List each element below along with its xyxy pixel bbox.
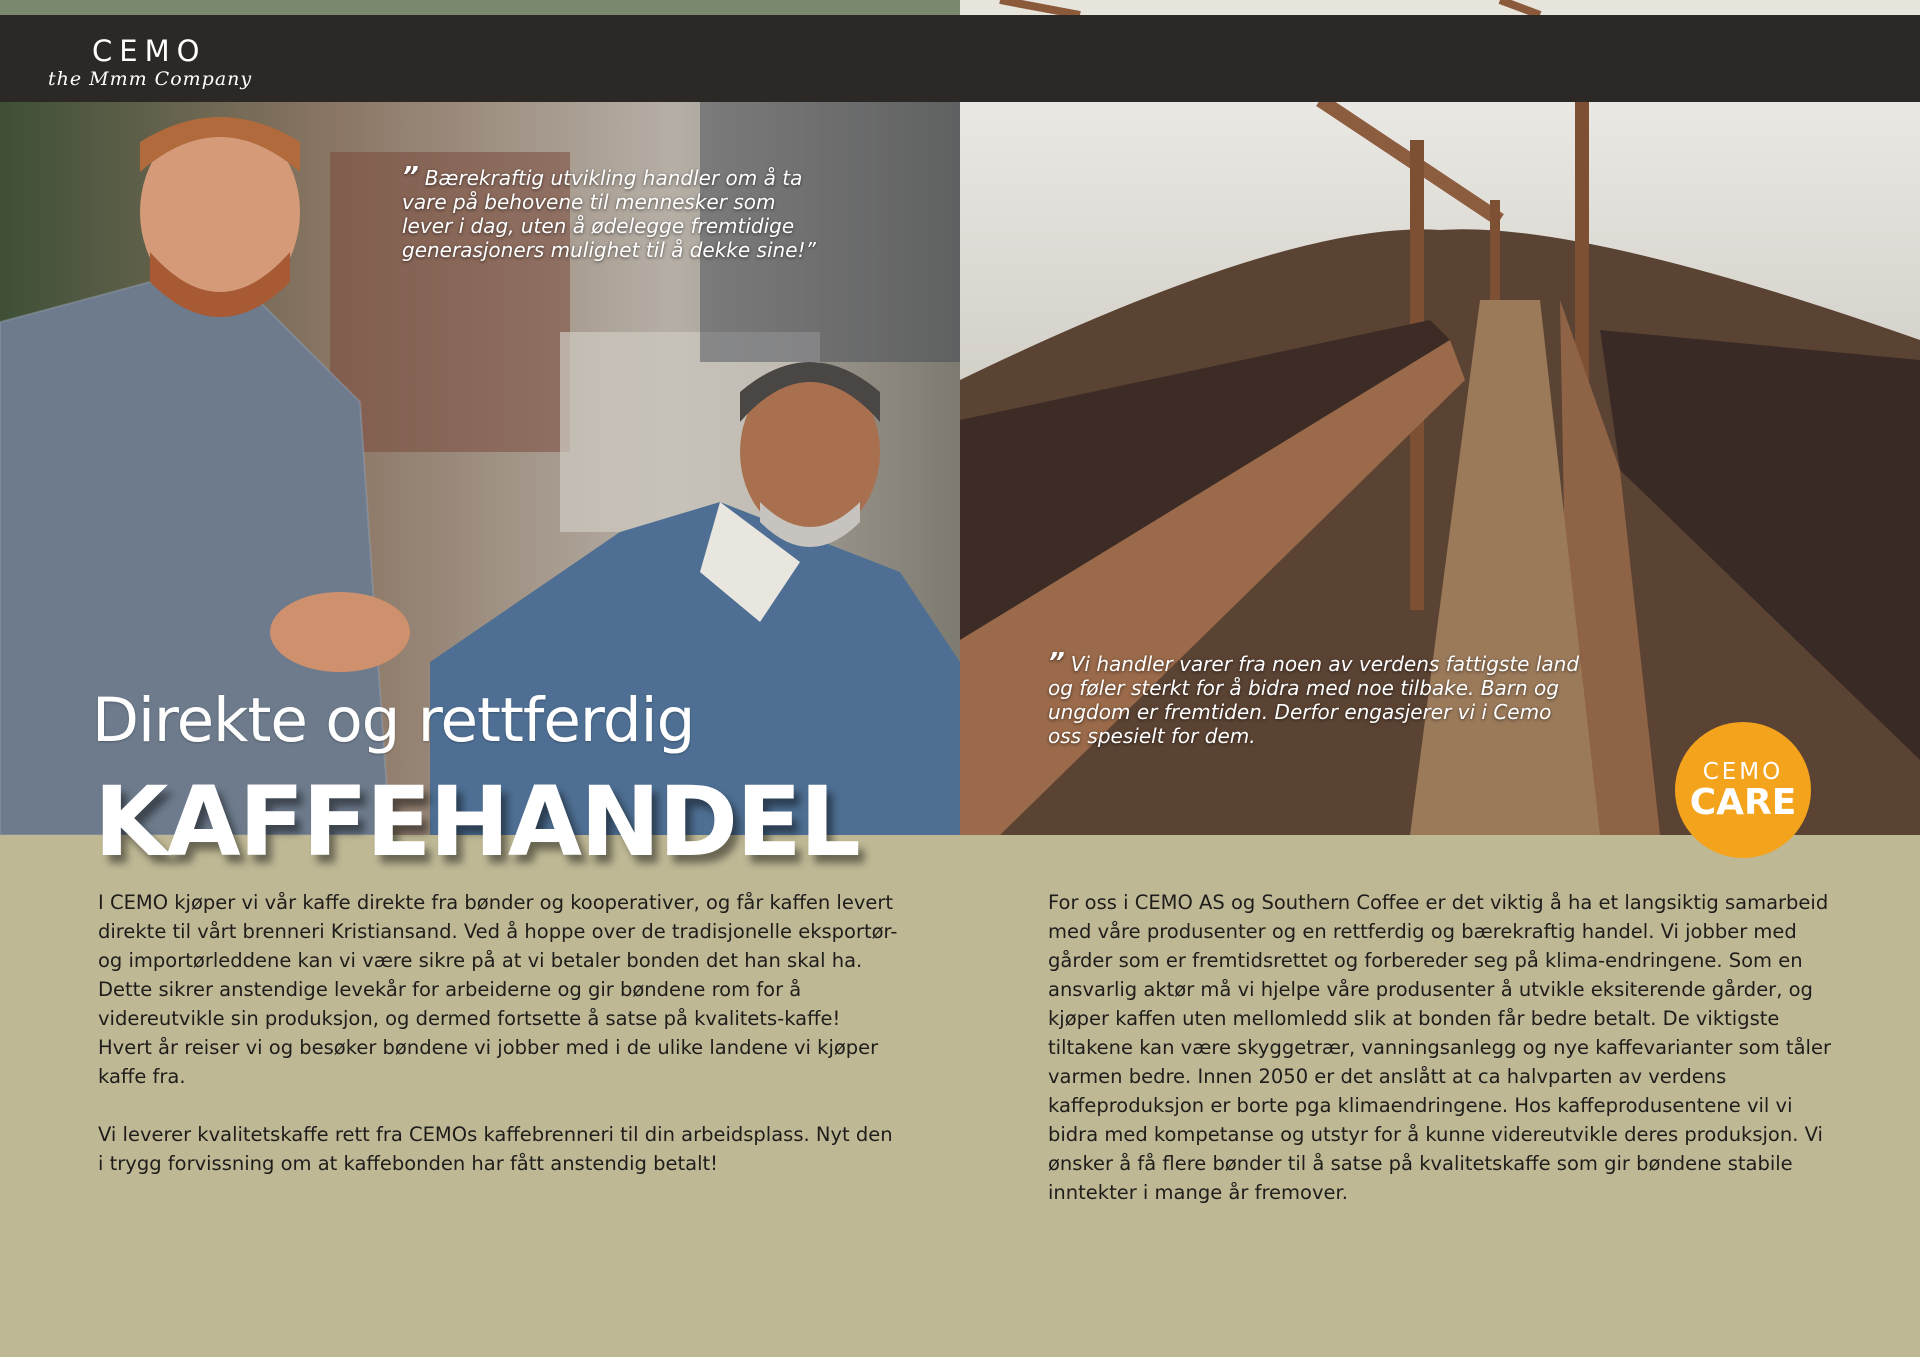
badge-line2: CARE [1689,782,1797,823]
top-strip [0,0,960,15]
headline-title: KAFFEHANDEL [94,766,859,878]
cemo-care-badge [1675,722,1811,858]
quote-mark-icon: ” [402,162,419,192]
quote-right-text: Vi handler varer fra noen av verdens fattigste land og føler sterkt for å bidra med noe tilbake. Barn og ungdom er fremtiden. Derfor engasjerer vi i Cemo oss spesielt for dem. [1048,652,1580,748]
headline-subtitle: Direkte og rettferdig [92,685,695,756]
badge-line1: CEMO [1702,759,1784,785]
quote-mark-icon: ” [1048,648,1065,678]
body-left-paragraph-2: Vi leverer kvalitetskaffe rett fra CEMOs kaffebrenneri til din arbeidsplass. Nyt den i trygg forvissning om at kaffebonden har fått anstendig betalt! [98,1123,893,1175]
body-left-paragraph-1: I CEMO kjøper vi vår kaffe direkte fra bønder og kooperativer, og får kaffen levert direkte til vårt brenneri Kristiansand. Ved å hoppe over de tradisjonelle eksportør- og importørleddene kan vi være sikre på at vi betaler bonden det han skal ha. Dette sikrer anstendige levekår for arbeiderne og gir bøndene rom for å videreutvikle sin produksjon, og dermed fortsette å satse på kvalitets-kaffe! Hvert år reiser vi og besøker bøndene vi jobber med i de ulike landene vi kjøper kaffe fra. [98,891,898,1088]
body-right [1048,888,1838,1236]
quote-left-text: Bærekraftig utvikling handler om å ta vare på behovene til mennesker som lever i dag, uten å ødelegge fremtidige generasjoners mulighet til å dekke sine!” [402,166,816,262]
body-right-paragraph-1: For oss i CEMO AS og Southern Coffee er det viktig å ha et langsiktig samarbeid med våre produsenter og en rettferdig og bærekraftig handel. Vi jobber med gårder som er fremtidsrettet og forbereder seg på klima-endringene. Som en ansvarlig aktør må vi hjelpe våre produsenter å utvikle eksiterende gårder, og kjøper kaffen uten mellomledd slik at bonden får bedre betalt. De viktigste tiltakene kan være skyggetrær, vanningsanlegg og nye kaffevarianter som tåler varmen bedre. Innen 2050 er det anslått at ca halvparten av verdens kaffeproduksjon er borte pga klimaendringene. Hos kaffeprodusentene vil vi bidra med kompetanse og utstyr for å kunne videreutvikle deres produksjon. Vi ønsker å få flere bønder til å satse på kvalitetskaffe som gir bøndene stabile inntekter i mange år fremover. [1048,891,1831,1204]
header-bar [0,15,1920,102]
logo-tagline: the Mmm Company [48,68,253,90]
body-left [98,888,898,1207]
logo-wordmark: CEMO [92,34,207,68]
quote-left [402,162,832,262]
quote-right [1048,648,1588,748]
cemo-logo[interactable] [48,22,288,98]
